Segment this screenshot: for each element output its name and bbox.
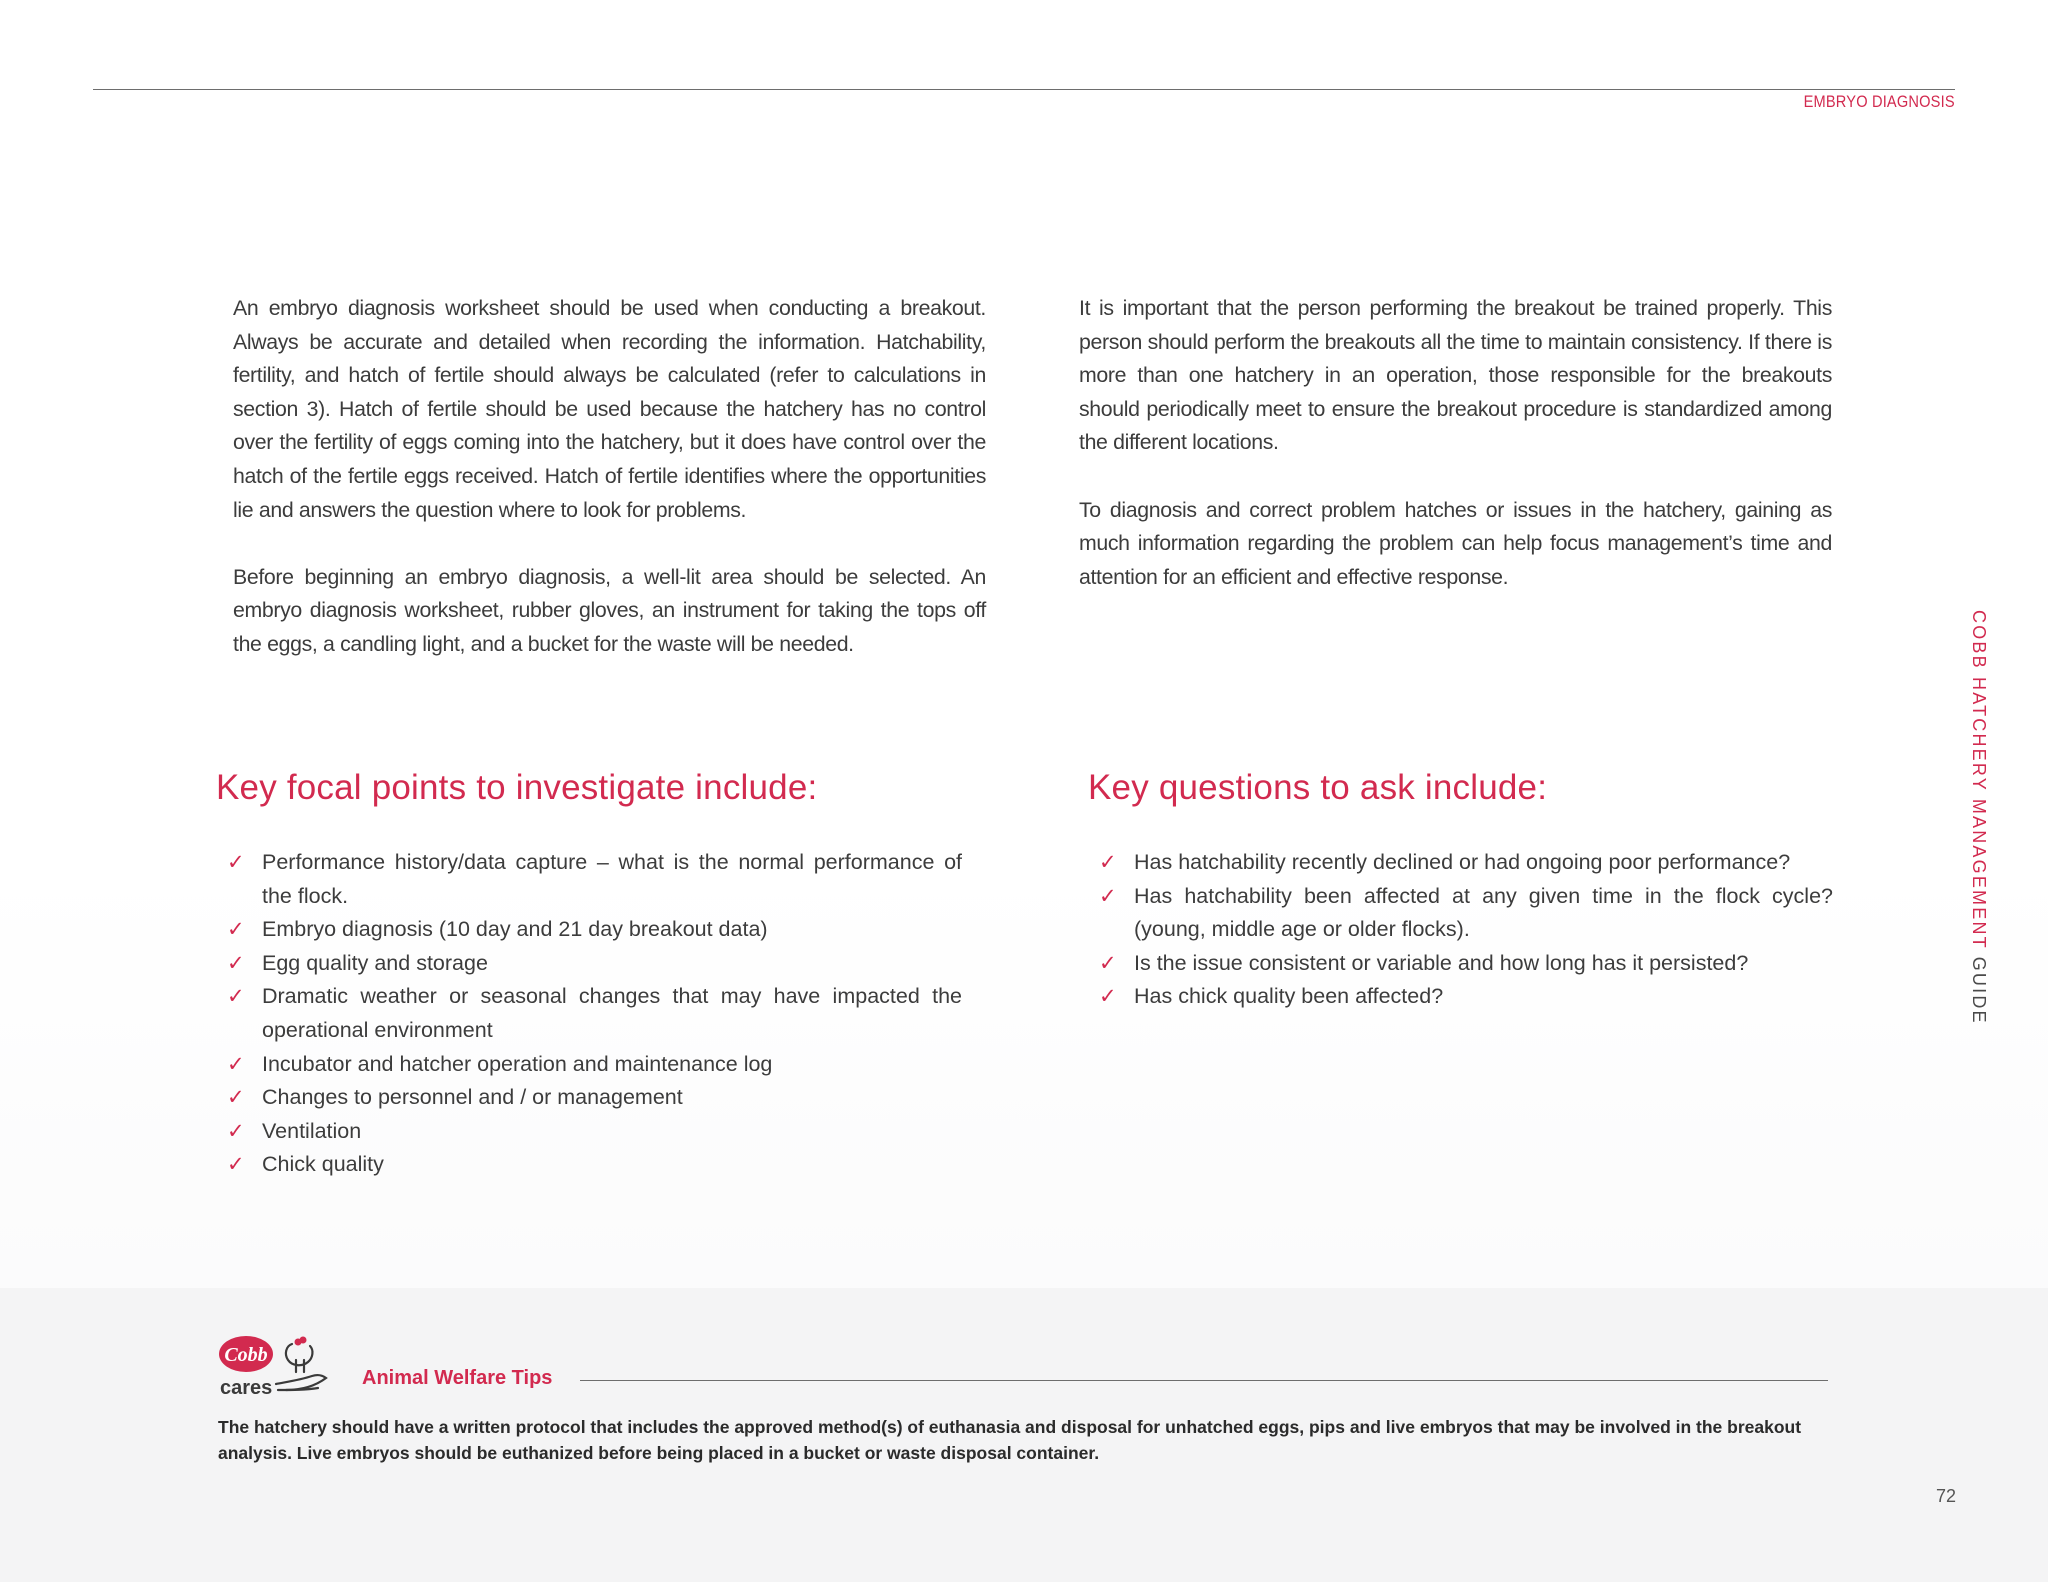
checkmark-icon: ✓ — [227, 850, 245, 874]
focal-points-list — [227, 846, 962, 1182]
checkmark-icon: ✓ — [227, 1051, 245, 1076]
section-header: EMBRYO DIAGNOSIS — [1803, 92, 1955, 111]
list-item-text: Ventilation — [262, 1118, 362, 1143]
list-item-text: Incubator and hatcher operation and maintenance log — [262, 1051, 773, 1076]
list-item-text: Chick quality — [262, 1152, 384, 1177]
questions-list — [1099, 846, 1833, 1014]
body-paragraph: To diagnosis and correct problem hatches or issues in the hatchery, gaining as much information regarding the problem can help focus management’s time and attention for an efficient and effective response. — [1079, 497, 1832, 589]
focal-points-heading: Key focal points to investigate include: — [216, 768, 818, 807]
welfare-title: Animal Welfare Tips — [362, 1367, 553, 1389]
checkmark-icon: ✓ — [227, 1118, 245, 1143]
logo-brand: Cobb — [224, 1344, 268, 1366]
list-item — [227, 980, 962, 1047]
list-item — [1099, 947, 1833, 981]
hen-comb — [300, 1337, 307, 1344]
list-item-text: Is the issue consistent or variable and how long has it persisted? — [1134, 950, 1749, 975]
logo-subtext: cares — [220, 1377, 273, 1396]
list-item — [227, 947, 962, 981]
header-rule — [93, 89, 1955, 90]
checkmark-icon: ✓ — [1099, 850, 1117, 874]
list-item-text: Embryo diagnosis (10 day and 21 day breakout data) — [262, 917, 768, 942]
list-item — [1099, 880, 1833, 947]
checkmark-icon: ✓ — [1099, 950, 1117, 975]
welfare-rule — [580, 1380, 1828, 1381]
list-item-text: Egg quality and storage — [262, 950, 488, 975]
list-item-text: Has hatchability been affected at any given time in the flock cycle? (young, middle age or older flocks). — [1134, 883, 1833, 942]
page-number: 72 — [1935, 1486, 1956, 1506]
list-item — [227, 1148, 962, 1182]
checkmark-icon: ✓ — [1099, 883, 1117, 908]
list-item — [227, 913, 962, 947]
list-item — [227, 1115, 962, 1149]
body-paragraph: Before beginning an embryo diagnosis, a well-lit area should be selected. An embryo diagnosis worksheet, rubber gloves, an instrument for taking the tops off the eggs, a candling light, and a bucket for the waste will be needed. — [233, 564, 986, 656]
list-item — [227, 1081, 962, 1115]
list-item-text: Performance history/data capture – what is the normal performance of the flock. — [262, 850, 962, 908]
checkmark-icon: ✓ — [1099, 984, 1117, 1009]
hen-in-hand-icon — [276, 1344, 326, 1390]
body-paragraph: An embryo diagnosis worksheet should be used when conducting a breakout. Always be accurate and detailed when recording the information. Hatchability, fertility, and hatch of fertile should always be calculated (refer to calculations in section 3). Hatch of fertile should be used because the hatchery has no control over the fertility of eggs coming into the hatchery, but it does have control over the hatch of the fertile eggs received. Hatch of fertile identifies where the opportunities lie and answers the question where to look for problems. — [233, 296, 986, 522]
checkmark-icon: ✓ — [227, 1085, 245, 1110]
list-item-text: Has hatchability recently declined or had ongoing poor performance? — [1134, 850, 1791, 874]
body-column-left — [233, 292, 986, 695]
side-title-suffix: GUIDE — [1969, 956, 1989, 1025]
checkmark-icon: ✓ — [227, 984, 245, 1009]
welfare-text: The hatchery should have a written protocol that includes the approved method(s) of euthanasia and disposal for unhatched eggs, pips and live embryos that may be involved in the breakout analysis. Live embryos should be euthanized before being placed in a bucket or waste disposal container. — [218, 1417, 1802, 1463]
checkmark-icon: ✓ — [227, 917, 245, 942]
side-title-brand: COBB HATCHERY MANAGEMENT — [1969, 610, 1989, 957]
body-column-right — [1079, 292, 1832, 628]
checkmark-icon: ✓ — [227, 950, 245, 975]
questions-heading: Key questions to ask include: — [1088, 768, 1548, 807]
checkmark-icon: ✓ — [227, 1152, 245, 1177]
list-item — [227, 846, 962, 913]
body-paragraph: It is important that the person performing the breakout be trained properly. This person should perform the breakouts all the time to maintain consistency. If there is more than one hatchery in an operation, those responsible for the breakouts should periodically meet to ensure the breakout procedure is standardized among the different locations. — [1079, 296, 1832, 455]
list-item — [227, 1048, 962, 1082]
list-item — [1099, 846, 1833, 880]
list-item-text: Changes to personnel and / or management — [262, 1085, 683, 1110]
side-title — [1968, 610, 1989, 1025]
list-item-text: Dramatic weather or seasonal changes that may have impacted the operational environment — [262, 984, 962, 1042]
list-item-text: Has chick quality been affected? — [1134, 984, 1444, 1009]
cobb-cares-logo — [218, 1334, 343, 1396]
list-item — [1099, 980, 1833, 1014]
